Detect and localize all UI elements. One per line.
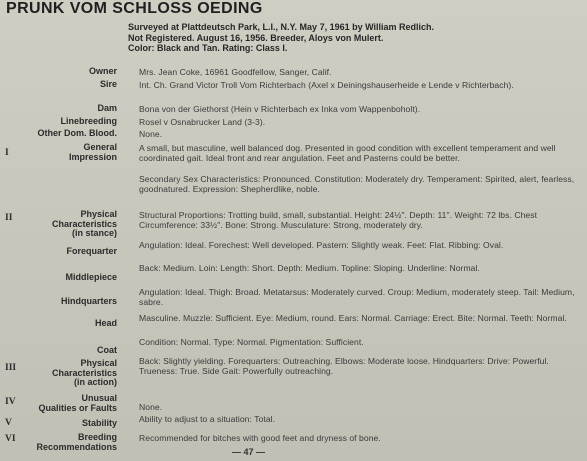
physical-stance-label: Physical Characteristics (in stance) <box>51 209 117 238</box>
linebreeding-value: Rosel v Osnabrucker Land (3-3). <box>139 117 266 127</box>
breeding-value: Recommended for bitches with good feet and dryness of bone. <box>139 433 381 443</box>
header-line: Not Registered. August 16, 1956. Breeder, Aloys von Mulert. <box>128 32 384 43</box>
owner-value: Mrs. Jean Coke, 16961 Goodfellow, Sanger, Calif. <box>139 67 332 77</box>
owner-label: Owner <box>88 66 117 76</box>
breeding-label: Breeding Recommendations <box>36 432 117 452</box>
section-number: VI <box>5 434 16 444</box>
unusual-value: None. <box>139 402 163 412</box>
coat-label: Coat <box>97 345 117 355</box>
secondary-characteristics-value: Secondary Sex Characteristics: Pronounced. Constitution: Moderately dry. Temperament: Spirited, alert, fearless, goodnatured. Expression: Shepherdlike, noble. <box>139 174 575 194</box>
header-line: Color: Black and Tan. Rating: Class I. <box>128 43 288 53</box>
physical-action-value: Back: Slightly yielding. Forequarters: Outreaching. Elbows: Moderate loose. Hindquarters: Drive: Powerful. Trueness: True. Side Gait: Powerfully outreaching. <box>139 356 549 376</box>
general-impression-label: General Impression <box>68 142 117 162</box>
middlepiece-value: Back: Medium. Loin: Length: Short. Depth: Medium. Topline: Sloping. Underline: Normal. <box>139 263 480 273</box>
section-number: II <box>5 213 13 223</box>
hindquarters-value: Angulation: Ideal. Thigh: Broad. Metatarsus: Moderately curved. Croup: Medium, moderately steep. Tail: Medium, sabre. <box>139 287 575 307</box>
linebreeding-label: Linebreeding <box>60 116 117 126</box>
stability-value: Ability to adjust to a situation: Total. <box>139 414 276 424</box>
stability-label: Stability <box>81 418 117 428</box>
head-label: Head <box>94 318 117 328</box>
section-number: I <box>5 148 9 158</box>
coat-value: Condition: Normal. Type: Normal. Pigmentation: Sufficient. <box>139 337 364 347</box>
header-line: Surveyed at Plattdeutsch Park, L.I., N.Y. May 7, 1961 by William Redlich. <box>128 22 435 32</box>
dam-label: Dam <box>97 103 117 113</box>
physical-action-label: Physical Characteristics (in action) <box>51 358 117 387</box>
forequarter-label: Forequarter <box>66 246 117 256</box>
other-dom-blood-label: Other Dom. Blood. <box>37 128 117 138</box>
section-number: V <box>5 418 12 428</box>
sire-value: Int. Ch. Grand Victor Troll Vom Richterbach (Axel x Deiningshauserheide e Lende v Richterbach). <box>139 80 514 90</box>
dam-value: Bona von der Giethorst (Hein v Richterbach ex Inka vom Wappenboholt). <box>139 104 421 114</box>
sire-label: Sire <box>99 79 117 89</box>
section-number: IV <box>5 397 16 407</box>
survey-header <box>128 22 568 54</box>
hindquarters-label: Hindquarters <box>60 296 117 306</box>
dog-name-heading: PRUNK VOM SCHLOSS OEDING <box>6 0 263 17</box>
section-number: III <box>5 363 17 373</box>
unusual-label: Unusual Qualities or Faults <box>38 393 117 413</box>
page-number: — 47 — <box>232 447 266 457</box>
other-dom-blood-value: None. <box>139 129 163 139</box>
head-value: Masculine. Muzzle: Sufficient. Eye: Medium, round. Ears: Normal. Carriage: Erect. Bite: Normal. Teeth: Normal. <box>139 313 567 323</box>
general-impression-value: A small, but masculine, well balanced dog. Presented in good condition with excellent temperament and well coordinated gait. Ideal front and rear angulation. Feet and Pasterns could be better. <box>139 143 556 163</box>
physical-stance-value: Structural Proportions: Trotting build, small, substantial. Height: 24½". Depth: 11". Weight: 72 lbs. Chest Circumference: 33½". Bone: Strong. Musculature: Strong, moderately dry. <box>139 210 538 230</box>
middlepiece-label: Middlepiece <box>65 272 117 282</box>
forequarter-value: Angulation: Ideal. Forechest: Well developed. Pastern: Slightly weak. Feet: Flat. Ribbing: Oval. <box>139 240 504 250</box>
